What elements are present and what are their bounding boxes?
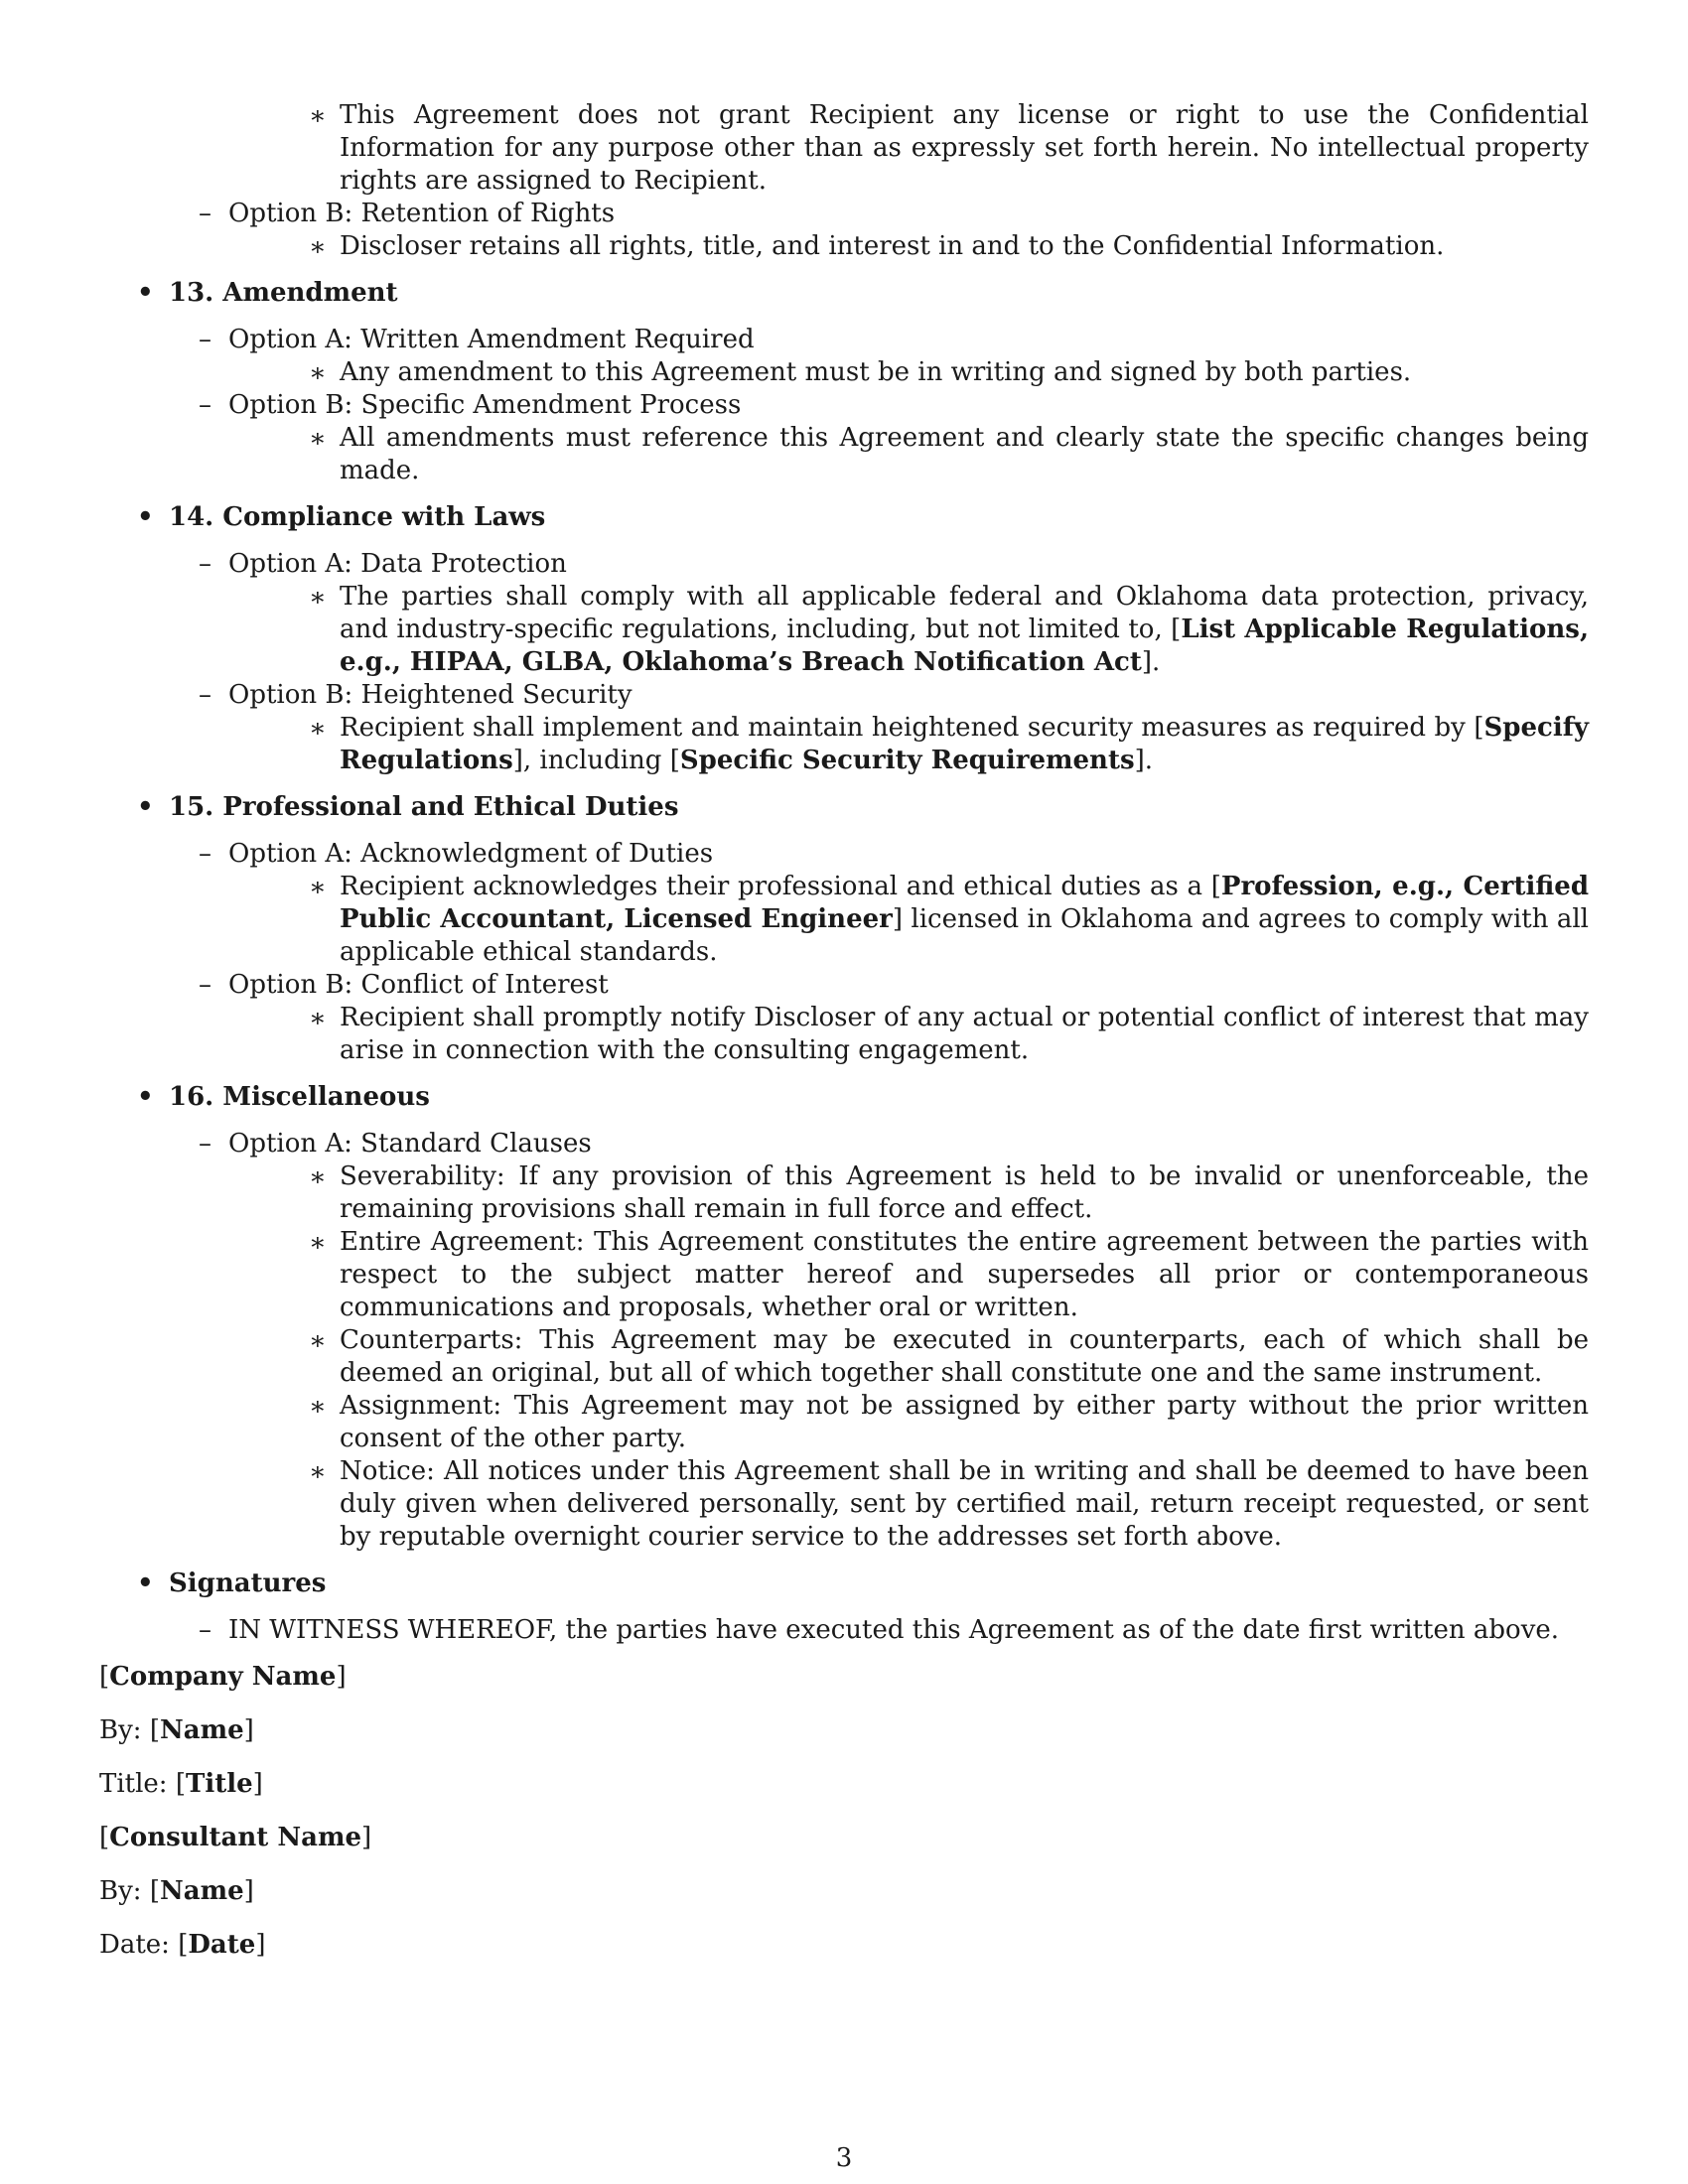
- bullet-icon: •: [137, 1082, 154, 1112]
- option-item: – Option B: Specific Amendment Process: [199, 390, 742, 420]
- dash-bullet-icon: –: [199, 839, 211, 869]
- clause-item: ∗ This Agreement does not grant Recipient any license or right to use the Confidential Information for any purpose other than as expressly set forth herein. No intellectual property rights are assigned to Recipient.: [309, 100, 1589, 196]
- section-signatures: [99, 1568, 1589, 1647]
- document-page: [99, 99, 1589, 1982]
- section-15: [99, 791, 1589, 1067]
- section-title: 16. Miscellaneous: [169, 1082, 430, 1112]
- bullet-icon: •: [137, 502, 154, 532]
- clause-item: ∗ Notice: All notices under this Agreement shall be in writing and shall be deemed to have been duly given when delivered personally, sent by certified mail, return receipt requested, or sent by reputable overnight courier service to the addresses set forth above.: [309, 1456, 1589, 1552]
- option-item: – Option A: Standard Clauses: [199, 1129, 592, 1159]
- asterisk-bullet-icon: ∗: [309, 1326, 327, 1356]
- section-title: Signatures: [169, 1569, 327, 1598]
- option-item: – Option B: Conflict of Interest: [199, 970, 609, 1000]
- asterisk-bullet-icon: ∗: [309, 358, 327, 388]
- clause-item: ∗ Discloser retains all rights, title, and interest in and to the Confidential Information.: [309, 231, 1445, 262]
- clause-item: ∗ Severability: If any provision of this Agreement is held to be invalid or unenforceable, the remaining provisions shall remain in full force and effect.: [309, 1161, 1589, 1224]
- clause-item: ∗ Recipient shall promptly notify Discloser of any actual or potential conflict of interest that may arise in connection with the consulting engagement.: [309, 1003, 1589, 1065]
- bullet-icon: •: [137, 792, 154, 822]
- clause-item: ∗ The parties shall comply with all applicable federal and Oklahoma data protection, privacy, and industry-specific regulations, including, but not limited to, [List Applicable Regulations, e.g., HIPAA, GLBA, Oklahoma’s Breach Notification Act].: [309, 582, 1589, 677]
- asterisk-bullet-icon: ∗: [309, 583, 327, 613]
- option-item: – Option B: Heightened Security: [199, 680, 633, 710]
- bullet-icon: •: [137, 278, 154, 308]
- company-by-line: By: [Name]: [99, 1715, 254, 1745]
- dash-bullet-icon: –: [199, 199, 211, 228]
- consultant-name-line: [Consultant Name]: [99, 1823, 372, 1852]
- company-name-line: [Company Name]: [99, 1662, 347, 1692]
- dash-bullet-icon: –: [199, 680, 211, 710]
- asterisk-bullet-icon: ∗: [309, 232, 327, 262]
- dash-bullet-icon: –: [199, 549, 211, 579]
- asterisk-bullet-icon: ∗: [309, 873, 327, 902]
- option-item: – Option A: Acknowledgment of Duties: [199, 839, 714, 869]
- option-item: – Option A: Written Amendment Required: [199, 325, 755, 354]
- option-item: – Option A: Data Protection: [199, 549, 567, 579]
- section-13: [99, 277, 1589, 487]
- signature-block: [99, 1661, 1589, 1962]
- page-number: 3: [835, 2143, 853, 2173]
- consultant-by-line: By: [Name]: [99, 1876, 254, 1906]
- consultant-date-line: Date: [Date]: [99, 1930, 266, 1960]
- asterisk-bullet-icon: ∗: [309, 1162, 327, 1192]
- dash-bullet-icon: –: [199, 390, 211, 420]
- section-title: 14. Compliance with Laws: [169, 502, 546, 532]
- dash-bullet-icon: –: [199, 1615, 211, 1645]
- asterisk-bullet-icon: ∗: [309, 101, 327, 131]
- asterisk-bullet-icon: ∗: [309, 1392, 327, 1422]
- bullet-icon: •: [137, 1569, 154, 1598]
- asterisk-bullet-icon: ∗: [309, 1228, 327, 1258]
- section-title: 13. Amendment: [169, 278, 398, 308]
- section-title: 15. Professional and Ethical Duties: [169, 792, 679, 822]
- company-title-line: Title: [Title]: [99, 1769, 263, 1799]
- section-14: [99, 501, 1589, 777]
- option-item: – Option B: Retention of Rights: [199, 199, 616, 228]
- section-16: [99, 1081, 1589, 1554]
- dash-bullet-icon: –: [199, 325, 211, 354]
- clause-item: ∗ Entire Agreement: This Agreement constitutes the entire agreement between the parties with respect to the subject matter hereof and supersedes all prior or contemporaneous communications and proposals, whether oral or written.: [309, 1227, 1589, 1322]
- clause-item: ∗ All amendments must reference this Agreement and clearly state the specific changes being made.: [309, 423, 1589, 485]
- clause-item: ∗ Counterparts: This Agreement may be executed in counterparts, each of which shall be deemed an original, but all of which together shall constitute one and the same instrument.: [309, 1325, 1589, 1388]
- dash-bullet-icon: –: [199, 970, 211, 1000]
- clause-item: ∗ Any amendment to this Agreement must be in writing and signed by both parties.: [309, 357, 1412, 388]
- asterisk-bullet-icon: ∗: [309, 424, 327, 454]
- option-item: – IN WITNESS WHEREOF, the parties have executed this Agreement as of the date first written above.: [199, 1615, 1560, 1645]
- asterisk-bullet-icon: ∗: [309, 1004, 327, 1033]
- asterisk-bullet-icon: ∗: [309, 1457, 327, 1487]
- clause-item: ∗ Recipient acknowledges their professional and ethical duties as a [Profession, e.g., Certified Public Accountant, Licensed Engineer] licensed in Oklahoma and agrees to comply with all applicable ethical standards.: [309, 872, 1589, 967]
- clause-item: ∗ Assignment: This Agreement may not be assigned by either party without the prior written consent of the other party.: [309, 1391, 1589, 1453]
- dash-bullet-icon: –: [199, 1129, 211, 1159]
- asterisk-bullet-icon: ∗: [309, 714, 327, 744]
- clause-item: ∗ Recipient shall implement and maintain heightened security measures as required by [Specify Regulations], including [Specific Security Requirements].: [309, 713, 1589, 775]
- section-12-continuation: [99, 99, 1589, 263]
